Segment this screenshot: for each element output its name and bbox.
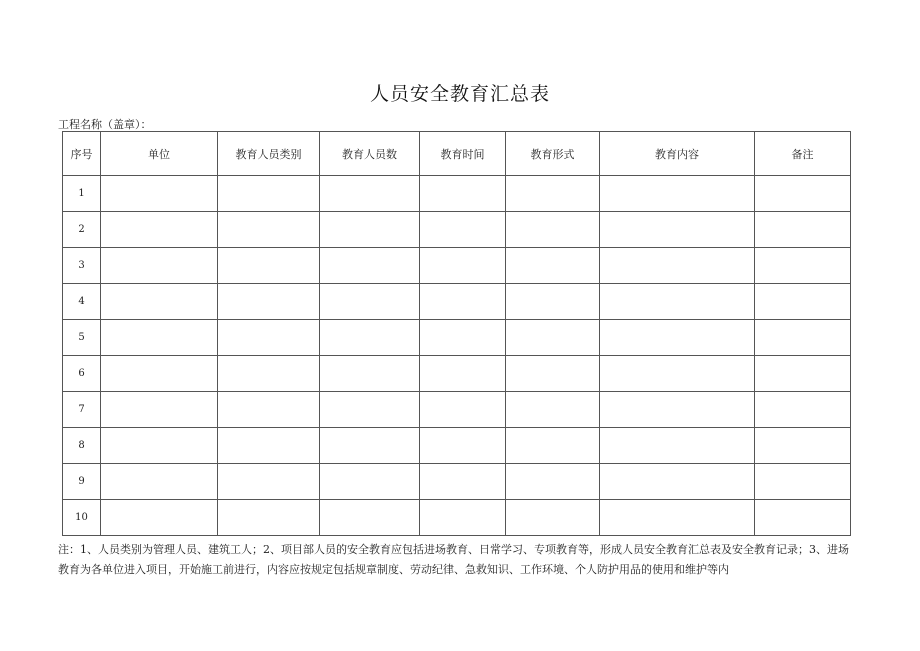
header-education-form: 教育形式 <box>506 132 600 176</box>
personnel-category-cell[interactable] <box>218 356 320 392</box>
header-index: 序号 <box>63 132 101 176</box>
unit-cell[interactable] <box>101 428 218 464</box>
personnel-category-cell[interactable] <box>218 284 320 320</box>
education-form-cell[interactable] <box>506 356 600 392</box>
row-index: 5 <box>63 320 101 356</box>
remarks-cell[interactable] <box>755 212 851 248</box>
row-index: 10 <box>63 500 101 536</box>
unit-cell[interactable] <box>101 284 218 320</box>
table-row <box>63 284 851 320</box>
header-education-time: 教育时间 <box>420 132 506 176</box>
header-remarks: 备注 <box>755 132 851 176</box>
unit-cell[interactable] <box>101 356 218 392</box>
project-name-label: 工程名称（盖章）： <box>58 118 152 131</box>
row-index: 3 <box>63 248 101 284</box>
remarks-cell[interactable] <box>755 248 851 284</box>
remarks-cell[interactable] <box>755 320 851 356</box>
education-time-cell[interactable] <box>420 428 506 464</box>
education-form-cell[interactable] <box>506 392 600 428</box>
education-content-cell[interactable] <box>600 320 755 356</box>
unit-cell[interactable] <box>101 176 218 212</box>
unit-cell[interactable] <box>101 212 218 248</box>
personnel-category-cell[interactable] <box>218 500 320 536</box>
header-education-content: 教育内容 <box>600 132 755 176</box>
education-content-cell[interactable] <box>600 284 755 320</box>
education-form-cell[interactable] <box>506 212 600 248</box>
personnel-count-cell[interactable] <box>320 212 420 248</box>
remarks-cell[interactable] <box>755 356 851 392</box>
education-time-cell[interactable] <box>420 212 506 248</box>
row-index: 8 <box>63 428 101 464</box>
personnel-count-cell[interactable] <box>320 500 420 536</box>
education-content-cell[interactable] <box>600 248 755 284</box>
personnel-category-cell[interactable] <box>218 320 320 356</box>
table-row <box>63 392 851 428</box>
personnel-count-cell[interactable] <box>320 392 420 428</box>
remarks-cell[interactable] <box>755 428 851 464</box>
education-form-cell[interactable] <box>506 320 600 356</box>
unit-cell[interactable] <box>101 500 218 536</box>
unit-cell[interactable] <box>101 248 218 284</box>
education-summary-table <box>62 131 851 536</box>
education-time-cell[interactable] <box>420 248 506 284</box>
remarks-cell[interactable] <box>755 392 851 428</box>
project-name-line <box>58 116 318 132</box>
row-index: 9 <box>63 464 101 500</box>
header-personnel-count: 教育人员数 <box>320 132 420 176</box>
header-personnel-category: 教育人员类别 <box>218 132 320 176</box>
education-content-cell[interactable] <box>600 392 755 428</box>
table-row <box>63 500 851 536</box>
personnel-category-cell[interactable] <box>218 464 320 500</box>
education-form-cell[interactable] <box>506 176 600 212</box>
header-unit: 单位 <box>101 132 218 176</box>
row-index: 1 <box>63 176 101 212</box>
education-content-cell[interactable] <box>600 500 755 536</box>
unit-cell[interactable] <box>101 320 218 356</box>
education-time-cell[interactable] <box>420 464 506 500</box>
footnote: 注：1、人员类别为管理人员、建筑工人；2、项目部人员的安全教育应包括进场教育、日常学习、专项教育等，形成人员安全教育汇总表及安全教育记录；3、进场教育为各单位进入项目，开始施工前进行，内容应按规定包括规章制度、劳动纪律、急救知识、工作环境、个人防护用品的使用和维护等内 <box>58 543 849 576</box>
table-row <box>63 176 851 212</box>
education-time-cell[interactable] <box>420 392 506 428</box>
table-row <box>63 248 851 284</box>
table-row <box>63 428 851 464</box>
table-row <box>63 212 851 248</box>
education-content-cell[interactable] <box>600 356 755 392</box>
personnel-count-cell[interactable] <box>320 248 420 284</box>
personnel-count-cell[interactable] <box>320 428 420 464</box>
education-form-cell[interactable] <box>506 428 600 464</box>
remarks-cell[interactable] <box>755 500 851 536</box>
personnel-count-cell[interactable] <box>320 284 420 320</box>
education-form-cell[interactable] <box>506 500 600 536</box>
education-time-cell[interactable] <box>420 284 506 320</box>
education-time-cell[interactable] <box>420 320 506 356</box>
remarks-cell[interactable] <box>755 284 851 320</box>
education-form-cell[interactable] <box>506 284 600 320</box>
personnel-category-cell[interactable] <box>218 176 320 212</box>
remarks-cell[interactable] <box>755 464 851 500</box>
row-index: 7 <box>63 392 101 428</box>
table-header-row <box>63 132 851 176</box>
education-form-cell[interactable] <box>506 464 600 500</box>
education-form-cell[interactable] <box>506 248 600 284</box>
education-content-cell[interactable] <box>600 464 755 500</box>
table-row <box>63 320 851 356</box>
personnel-category-cell[interactable] <box>218 212 320 248</box>
personnel-category-cell[interactable] <box>218 428 320 464</box>
row-index: 2 <box>63 212 101 248</box>
personnel-category-cell[interactable] <box>218 248 320 284</box>
personnel-count-cell[interactable] <box>320 356 420 392</box>
row-index: 4 <box>63 284 101 320</box>
remarks-cell[interactable] <box>755 176 851 212</box>
education-content-cell[interactable] <box>600 212 755 248</box>
table-row <box>63 356 851 392</box>
personnel-count-cell[interactable] <box>320 176 420 212</box>
row-index: 6 <box>63 356 101 392</box>
personnel-count-cell[interactable] <box>320 464 420 500</box>
education-time-cell[interactable] <box>420 356 506 392</box>
education-content-cell[interactable] <box>600 428 755 464</box>
education-time-cell[interactable] <box>420 500 506 536</box>
education-time-cell[interactable] <box>420 176 506 212</box>
education-content-cell[interactable] <box>600 176 755 212</box>
table-row <box>63 464 851 500</box>
unit-cell[interactable] <box>101 464 218 500</box>
unit-cell[interactable] <box>101 392 218 428</box>
personnel-category-cell[interactable] <box>218 392 320 428</box>
personnel-count-cell[interactable] <box>320 320 420 356</box>
document-title: 人员安全教育汇总表 <box>369 83 550 105</box>
